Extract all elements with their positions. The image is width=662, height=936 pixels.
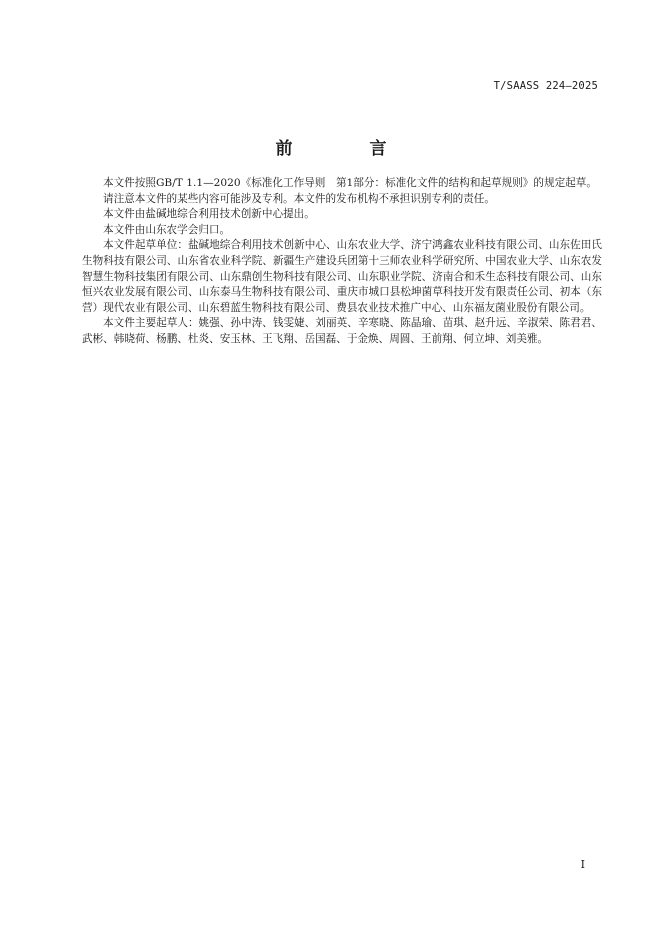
page-number: I [580,858,585,871]
document-number: T/SAASS 224—2025 [493,80,598,92]
paragraph-patent-notice: 请注意本文件的某些内容可能涉及专利。本文件的发布机构不承担识别专利的责任。 [103,192,495,205]
paragraph-drafting-units: 本文件起草单位：盐碱地综合利用技术创新中心、山东农业大学、济宁鸿鑫农业科技有限公司、山东佐田氏生物科技有限公司、山东省农业科学院、新疆生产建设兵团第十三师农业科学研究所、中国农业大学、山东农发智慧生物科技集团有限公司、山东鼎创生物科技有限公司、山东职业学院、济南合和禾生态科技有限公司、山东恒兴农业发展有限公司、山东泰马生物科技有限公司、重庆市城口县松坤菌草科技开发有限责任公司、初本（东营）现代农业有限公司、山东碧蓝生物科技有限公司、费县农业技术推广中心、山东福友菌业股份有限公司。 [82,239,602,314]
paragraph-administrator: 本文件由山东农学会归口。 [103,223,231,236]
paragraph-drafters: 本文件主要起草人：姚强、孙中涛、钱雯婕、刘丽英、辛寒晓、陈晶瑜、苗琪、赵升远、辛淑荣、陈君君、武彬、韩晓荷、杨鹏、杜炎、安玉林、王飞翔、岳国磊、于金焕、周圆、王前翔、何立坤、刘美雅。 [82,317,602,345]
foreword-body [82,176,602,348]
paragraph-proposer: 本文件由盐碱地综合利用技术创新中心提出。 [103,208,315,221]
paragraph-drafting-rules: 本文件按照GB/T 1.1—2020《标准化工作导则 第1部分：标准化文件的结构和起草规则》的规定起草。 [103,177,597,189]
page-title: 前 言 [275,139,417,159]
